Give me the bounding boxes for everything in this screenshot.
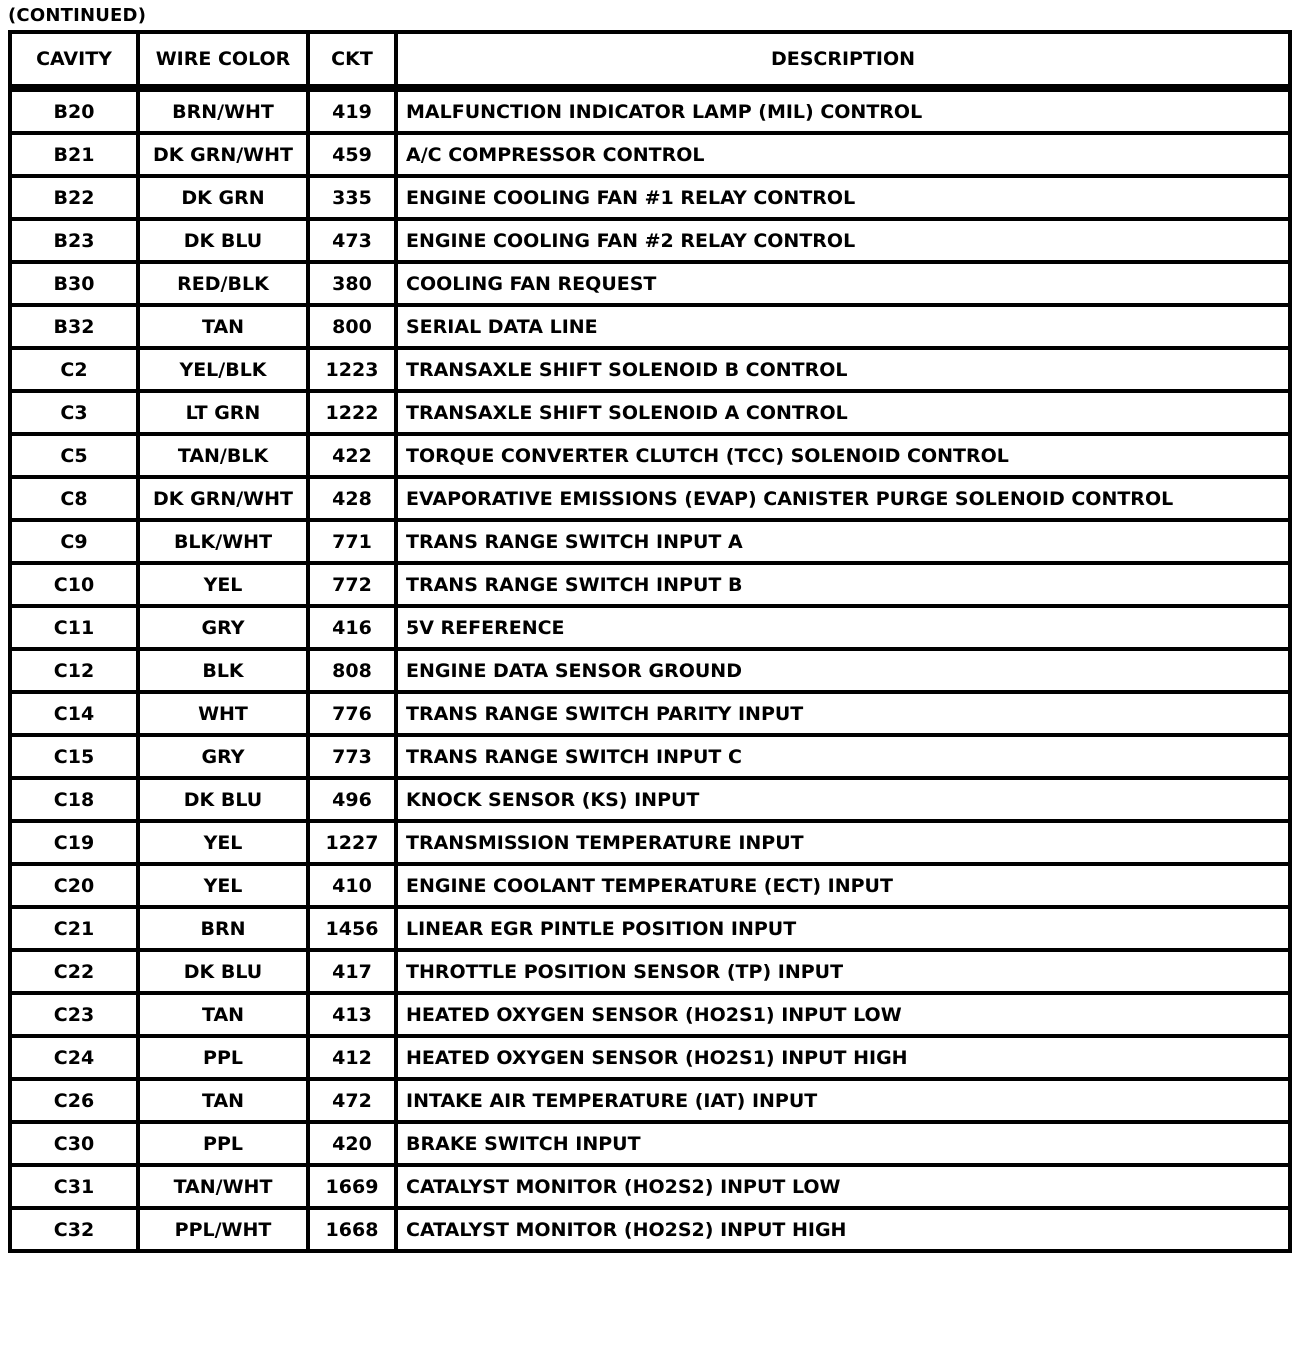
- column-header-description: DESCRIPTION: [396, 32, 1290, 88]
- cell-cavity: C12: [10, 649, 138, 692]
- cell-ckt: 1668: [308, 1208, 396, 1251]
- cell-description: TRANSAXLE SHIFT SOLENOID A CONTROL: [396, 391, 1290, 434]
- cell-cavity: C15: [10, 735, 138, 778]
- cell-description: ENGINE COOLING FAN #2 RELAY CONTROL: [396, 219, 1290, 262]
- cell-ckt: 417: [308, 950, 396, 993]
- cell-cavity: B20: [10, 88, 138, 133]
- cell-description: CATALYST MONITOR (HO2S2) INPUT LOW: [396, 1165, 1290, 1208]
- cell-wire-color: PPL: [138, 1122, 308, 1165]
- cell-ckt: 1456: [308, 907, 396, 950]
- cell-cavity: C18: [10, 778, 138, 821]
- table-row: [10, 692, 1290, 735]
- cell-ckt: 1669: [308, 1165, 396, 1208]
- cell-wire-color: DK GRN: [138, 176, 308, 219]
- cell-ckt: 422: [308, 434, 396, 477]
- cell-description: INTAKE AIR TEMPERATURE (IAT) INPUT: [396, 1079, 1290, 1122]
- cell-ckt: 771: [308, 520, 396, 563]
- table-row: [10, 950, 1290, 993]
- cell-wire-color: YEL: [138, 563, 308, 606]
- table-body: [10, 88, 1290, 1251]
- column-header-ckt: CKT: [308, 32, 396, 88]
- cell-ckt: 1222: [308, 391, 396, 434]
- cell-ckt: 800: [308, 305, 396, 348]
- cell-wire-color: TAN: [138, 305, 308, 348]
- cell-ckt: 773: [308, 735, 396, 778]
- table-row: [10, 1036, 1290, 1079]
- cell-cavity: C10: [10, 563, 138, 606]
- cell-description: CATALYST MONITOR (HO2S2) INPUT HIGH: [396, 1208, 1290, 1251]
- table-row: [10, 1208, 1290, 1251]
- cell-description: A/C COMPRESSOR CONTROL: [396, 133, 1290, 176]
- cell-cavity: C9: [10, 520, 138, 563]
- cell-description: THROTTLE POSITION SENSOR (TP) INPUT: [396, 950, 1290, 993]
- cell-cavity: B23: [10, 219, 138, 262]
- cell-description: EVAPORATIVE EMISSIONS (EVAP) CANISTER PURGE SOLENOID CONTROL: [396, 477, 1290, 520]
- table-row: [10, 176, 1290, 219]
- table-row: [10, 821, 1290, 864]
- cell-description: TRANSAXLE SHIFT SOLENOID B CONTROL: [396, 348, 1290, 391]
- cell-wire-color: TAN: [138, 993, 308, 1036]
- cell-ckt: 776: [308, 692, 396, 735]
- cell-wire-color: PPL: [138, 1036, 308, 1079]
- cell-wire-color: TAN/BLK: [138, 434, 308, 477]
- cell-ckt: 1227: [308, 821, 396, 864]
- cell-wire-color: DK GRN/WHT: [138, 477, 308, 520]
- table-row: [10, 88, 1290, 133]
- cell-ckt: 1223: [308, 348, 396, 391]
- cell-description: HEATED OXYGEN SENSOR (HO2S1) INPUT LOW: [396, 993, 1290, 1036]
- cell-description: TORQUE CONVERTER CLUTCH (TCC) SOLENOID CONTROL: [396, 434, 1290, 477]
- cell-cavity: C20: [10, 864, 138, 907]
- cell-description: 5V REFERENCE: [396, 606, 1290, 649]
- table-row: [10, 993, 1290, 1036]
- table-row: [10, 864, 1290, 907]
- cell-description: ENGINE COOLANT TEMPERATURE (ECT) INPUT: [396, 864, 1290, 907]
- cell-wire-color: BRN/WHT: [138, 88, 308, 133]
- cell-ckt: 416: [308, 606, 396, 649]
- cell-description: MALFUNCTION INDICATOR LAMP (MIL) CONTROL: [396, 88, 1290, 133]
- cell-description: LINEAR EGR PINTLE POSITION INPUT: [396, 907, 1290, 950]
- cell-ckt: 413: [308, 993, 396, 1036]
- table-row: [10, 133, 1290, 176]
- cell-cavity: C8: [10, 477, 138, 520]
- cell-wire-color: DK BLU: [138, 778, 308, 821]
- cell-ckt: 473: [308, 219, 396, 262]
- cell-wire-color: TAN/WHT: [138, 1165, 308, 1208]
- cell-description: TRANS RANGE SWITCH PARITY INPUT: [396, 692, 1290, 735]
- cell-wire-color: YEL: [138, 864, 308, 907]
- cell-cavity: C14: [10, 692, 138, 735]
- table-header-row: [10, 32, 1290, 88]
- table-row: [10, 907, 1290, 950]
- cell-wire-color: WHT: [138, 692, 308, 735]
- cell-cavity: C26: [10, 1079, 138, 1122]
- cell-wire-color: YEL: [138, 821, 308, 864]
- cell-cavity: C30: [10, 1122, 138, 1165]
- table-row: [10, 391, 1290, 434]
- cell-ckt: 420: [308, 1122, 396, 1165]
- cell-ckt: 335: [308, 176, 396, 219]
- cell-wire-color: DK BLU: [138, 219, 308, 262]
- cell-ckt: 419: [308, 88, 396, 133]
- cell-ckt: 410: [308, 864, 396, 907]
- cell-cavity: C19: [10, 821, 138, 864]
- cell-cavity: C3: [10, 391, 138, 434]
- cell-ckt: 380: [308, 262, 396, 305]
- cell-description: HEATED OXYGEN SENSOR (HO2S1) INPUT HIGH: [396, 1036, 1290, 1079]
- cell-cavity: C23: [10, 993, 138, 1036]
- cell-cavity: B32: [10, 305, 138, 348]
- cell-cavity: C31: [10, 1165, 138, 1208]
- cell-ckt: 496: [308, 778, 396, 821]
- continued-label: (CONTINUED): [8, 5, 147, 26]
- cell-ckt: 428: [308, 477, 396, 520]
- cell-description: ENGINE DATA SENSOR GROUND: [396, 649, 1290, 692]
- table-row: [10, 262, 1290, 305]
- cell-wire-color: PPL/WHT: [138, 1208, 308, 1251]
- cell-wire-color: LT GRN: [138, 391, 308, 434]
- cell-wire-color: YEL/BLK: [138, 348, 308, 391]
- cell-wire-color: BLK/WHT: [138, 520, 308, 563]
- cell-ckt: 459: [308, 133, 396, 176]
- cell-cavity: C2: [10, 348, 138, 391]
- cell-cavity: C5: [10, 434, 138, 477]
- cell-description: TRANS RANGE SWITCH INPUT A: [396, 520, 1290, 563]
- column-header-wire-color: WIRE COLOR: [138, 32, 308, 88]
- cell-wire-color: BLK: [138, 649, 308, 692]
- cell-cavity: C32: [10, 1208, 138, 1251]
- column-header-cavity: CAVITY: [10, 32, 138, 88]
- cell-cavity: C21: [10, 907, 138, 950]
- connector-pinout-table-wrapper: [8, 30, 1288, 1253]
- table-row: [10, 434, 1290, 477]
- table-row: [10, 606, 1290, 649]
- cell-ckt: 412: [308, 1036, 396, 1079]
- connector-pinout-table: [8, 30, 1292, 1253]
- cell-description: ENGINE COOLING FAN #1 RELAY CONTROL: [396, 176, 1290, 219]
- table-row: [10, 1165, 1290, 1208]
- table-row: [10, 219, 1290, 262]
- cell-description: KNOCK SENSOR (KS) INPUT: [396, 778, 1290, 821]
- cell-description: SERIAL DATA LINE: [396, 305, 1290, 348]
- cell-wire-color: DK BLU: [138, 950, 308, 993]
- table-row: [10, 1079, 1290, 1122]
- table-row: [10, 649, 1290, 692]
- cell-wire-color: TAN: [138, 1079, 308, 1122]
- cell-cavity: B30: [10, 262, 138, 305]
- cell-description: TRANSMISSION TEMPERATURE INPUT: [396, 821, 1290, 864]
- cell-cavity: B22: [10, 176, 138, 219]
- cell-description: COOLING FAN REQUEST: [396, 262, 1290, 305]
- cell-wire-color: RED/BLK: [138, 262, 308, 305]
- table-row: [10, 1122, 1290, 1165]
- cell-wire-color: GRY: [138, 606, 308, 649]
- table-row: [10, 735, 1290, 778]
- cell-wire-color: DK GRN/WHT: [138, 133, 308, 176]
- cell-wire-color: BRN: [138, 907, 308, 950]
- cell-cavity: B21: [10, 133, 138, 176]
- table-row: [10, 477, 1290, 520]
- cell-wire-color: GRY: [138, 735, 308, 778]
- cell-cavity: C11: [10, 606, 138, 649]
- cell-ckt: 808: [308, 649, 396, 692]
- cell-ckt: 772: [308, 563, 396, 606]
- cell-ckt: 472: [308, 1079, 396, 1122]
- cell-cavity: C24: [10, 1036, 138, 1079]
- table-row: [10, 563, 1290, 606]
- cell-cavity: C22: [10, 950, 138, 993]
- cell-description: TRANS RANGE SWITCH INPUT B: [396, 563, 1290, 606]
- table-row: [10, 778, 1290, 821]
- table-row: [10, 305, 1290, 348]
- table-row: [10, 348, 1290, 391]
- cell-description: BRAKE SWITCH INPUT: [396, 1122, 1290, 1165]
- cell-description: TRANS RANGE SWITCH INPUT C: [396, 735, 1290, 778]
- table-row: [10, 520, 1290, 563]
